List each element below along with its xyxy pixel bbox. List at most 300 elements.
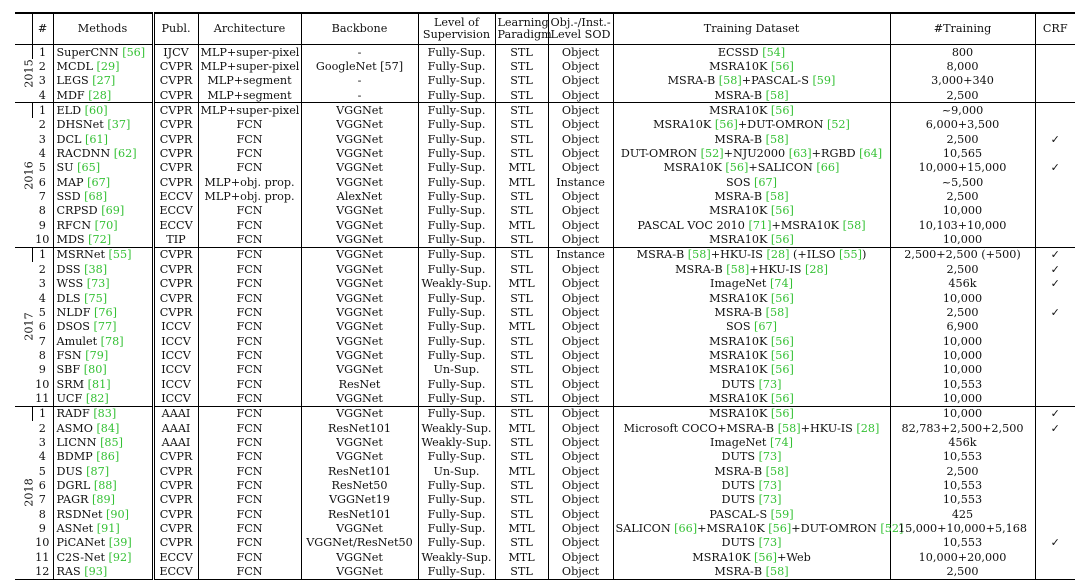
training-count: 82,783+2,500+2,500 <box>890 421 1035 435</box>
supervision: Weakly-Sup. <box>418 550 495 564</box>
table-row <box>15 564 1075 579</box>
learning-paradigm: MTL <box>495 161 548 175</box>
sod-level: Object <box>548 146 613 160</box>
method-name <box>53 478 153 492</box>
method-label: DSS <box>56 262 81 276</box>
method-name <box>53 320 153 334</box>
architecture: FCN <box>198 348 301 362</box>
training-dataset <box>613 334 890 348</box>
sod-level: Object <box>548 74 613 88</box>
crf-check <box>1035 232 1075 247</box>
row-index: 4 <box>38 147 46 161</box>
method-ref: [56] <box>122 45 146 59</box>
architecture: FCN <box>198 291 301 305</box>
method-label: RACDNN <box>56 147 111 161</box>
sod-level: Object <box>548 493 613 507</box>
backbone: VGGNet <box>301 435 418 449</box>
table-row <box>15 363 1075 377</box>
supervision: Weakly-Sup. <box>418 277 495 291</box>
sod-level: Object <box>548 377 613 391</box>
crf-check <box>1035 161 1075 175</box>
table-row <box>15 478 1075 492</box>
crf-check <box>1035 421 1075 435</box>
dataset-part: MSRA-B <box>714 464 766 478</box>
learning-paradigm: STL <box>495 189 548 203</box>
backbone: VGGNet/ResNet50 <box>301 536 418 550</box>
dataset-part: ) <box>862 248 867 262</box>
table-container <box>15 12 1075 580</box>
backbone: VGGNet <box>301 262 418 276</box>
dataset-ref: [56] <box>714 118 738 132</box>
crf-check <box>1035 103 1075 118</box>
table-row <box>15 118 1075 132</box>
architecture: FCN <box>198 478 301 492</box>
method-ref: [84] <box>96 421 120 435</box>
training-count: 10,000 <box>890 391 1035 406</box>
method-name <box>53 232 153 247</box>
publication: CVPR <box>153 478 198 492</box>
table-header <box>15 13 1075 45</box>
method-ref: [70] <box>94 218 118 232</box>
row-index: 3 <box>38 277 46 291</box>
table-row <box>15 132 1075 146</box>
crf-check <box>1035 218 1075 232</box>
row-index: 6 <box>38 175 46 189</box>
learning-paradigm: STL <box>495 507 548 521</box>
row-index: 1 <box>32 406 53 421</box>
supervision: Fully-Sup. <box>418 334 495 348</box>
training-dataset <box>613 363 890 377</box>
method-label: DSOS <box>56 320 90 334</box>
training-dataset <box>613 132 890 146</box>
learning-paradigm: STL <box>495 363 548 377</box>
dataset-part: Microsoft COCO+MSRA-B <box>623 421 778 435</box>
method-ref: [87] <box>86 464 110 478</box>
publication: ECCV <box>153 550 198 564</box>
sod-level: Object <box>548 507 613 521</box>
training-count: 10,000+15,000 <box>890 161 1035 175</box>
supervision: Fully-Sup. <box>418 320 495 334</box>
training-count: 15,000+10,000+5,168 <box>890 521 1035 535</box>
supervision: Un-Sup. <box>418 363 495 377</box>
supervision: Fully-Sup. <box>418 161 495 175</box>
method-ref: [88] <box>93 478 117 492</box>
crf-check <box>1035 262 1075 276</box>
training-dataset <box>613 218 890 232</box>
learning-paradigm: STL <box>495 391 548 406</box>
row-index: 12 <box>35 565 50 579</box>
training-count: 8,000 <box>890 59 1035 73</box>
row-index: 2 <box>38 421 46 435</box>
learning-paradigm: MTL <box>495 175 548 189</box>
dataset-ref: [56] <box>725 161 749 175</box>
check-icon: ✓ <box>1050 407 1060 421</box>
dataset-ref: [58] <box>765 88 789 102</box>
crf-check <box>1035 363 1075 377</box>
backbone: VGGNet <box>301 118 418 132</box>
architecture: FCN <box>198 493 301 507</box>
publication: ICCV <box>153 320 198 334</box>
dataset-ref: [74] <box>769 277 793 291</box>
architecture: FCN <box>198 450 301 464</box>
method-label: RSDNet <box>56 507 103 521</box>
dataset-part: SOS <box>725 320 755 334</box>
dataset-ref: [74] <box>769 435 793 449</box>
architecture: MLP+segment <box>198 88 301 103</box>
dataset-ref: [28] <box>804 262 828 276</box>
sod-level: Object <box>548 161 613 175</box>
supervision: Fully-Sup. <box>418 391 495 406</box>
backbone: VGGNet <box>301 391 418 406</box>
learning-paradigm: MTL <box>495 464 548 478</box>
method-name <box>53 74 153 88</box>
sod-level: Object <box>548 103 613 118</box>
dataset-part: SOS <box>725 175 755 189</box>
training-count: 2,500 <box>890 189 1035 203</box>
method-label: PAGR <box>56 493 89 507</box>
crf-check <box>1035 118 1075 132</box>
sod-level: Object <box>548 536 613 550</box>
backbone: ResNet <box>301 377 418 391</box>
table-row <box>15 550 1075 564</box>
training-dataset <box>613 103 890 118</box>
crf-check <box>1035 277 1075 291</box>
dataset-part: +DUT-OMRON <box>737 118 827 132</box>
method-label: NLDF <box>56 305 91 319</box>
dataset-ref: [56] <box>770 104 794 118</box>
crf-check <box>1035 204 1075 218</box>
backbone: ResNet101 <box>301 464 418 478</box>
learning-paradigm: MTL <box>495 218 548 232</box>
training-dataset <box>613 74 890 88</box>
backbone: VGGNet <box>301 550 418 564</box>
training-dataset <box>613 262 890 276</box>
learning-paradigm: STL <box>495 564 548 579</box>
dataset-part: ImageNet <box>710 277 770 291</box>
dataset-part: MSRA10K <box>663 161 726 175</box>
crf-check <box>1035 507 1075 521</box>
method-name <box>53 363 153 377</box>
dataset-ref: [66] <box>674 522 698 536</box>
sod-level: Object <box>548 88 613 103</box>
dataset-ref: [58] <box>687 248 711 262</box>
architecture: MLP+super-pixel <box>198 45 301 60</box>
method-name <box>53 521 153 535</box>
dataset-part: ImageNet <box>710 435 770 449</box>
sod-level: Object <box>548 348 613 362</box>
method-label: CRPSD <box>56 204 98 218</box>
backbone: VGGNet <box>301 521 418 535</box>
architecture: MLP+obj. prop. <box>198 189 301 203</box>
method-label: MAP <box>56 175 84 189</box>
architecture: FCN <box>198 161 301 175</box>
row-index: 3 <box>38 435 46 449</box>
method-ref: [61] <box>85 132 108 146</box>
method-label: ASNet <box>56 522 94 536</box>
table-row <box>15 435 1075 449</box>
method-ref: [55] <box>108 248 132 262</box>
publication: AAAI <box>153 435 198 449</box>
training-dataset <box>613 391 890 406</box>
dataset-part: MSRA10K <box>709 407 771 421</box>
dataset-part: MSRA10K <box>709 104 771 118</box>
method-name <box>53 377 153 391</box>
architecture: MLP+obj. prop. <box>198 175 301 189</box>
method-name <box>53 291 153 305</box>
architecture: FCN <box>198 521 301 535</box>
dataset-ref: [56] <box>768 522 792 536</box>
learning-paradigm: STL <box>495 435 548 449</box>
publication: CVPR <box>153 493 198 507</box>
dataset-part: MSRA10K <box>709 334 771 348</box>
dataset-part: +DUT-OMRON <box>791 522 881 536</box>
publication: CVPR <box>153 536 198 550</box>
architecture: FCN <box>198 507 301 521</box>
training-count: 2,500 <box>890 305 1035 319</box>
architecture: FCN <box>198 536 301 550</box>
dataset-ref: [73] <box>758 536 782 550</box>
learning-paradigm: STL <box>495 59 548 73</box>
method-name <box>53 493 153 507</box>
method-name <box>53 334 153 348</box>
dataset-ref: [73] <box>758 377 782 391</box>
dataset-ref: [58] <box>726 262 750 276</box>
col-crf: CRF <box>1035 13 1075 45</box>
method-name <box>53 406 153 421</box>
publication: CVPR <box>153 175 198 189</box>
training-count: 10,000 <box>890 232 1035 247</box>
architecture: FCN <box>198 464 301 478</box>
table-row <box>15 262 1075 276</box>
year-label <box>15 247 36 406</box>
training-count: 425 <box>890 507 1035 521</box>
method-name <box>53 564 153 579</box>
training-dataset <box>613 377 890 391</box>
method-label: FSN <box>56 348 82 362</box>
method-ref: [27] <box>92 74 116 88</box>
dataset-part: +HKU-IS <box>710 248 767 262</box>
row-index: 10 <box>35 233 50 247</box>
method-label: DLS <box>56 291 81 305</box>
learning-paradigm: MTL <box>495 550 548 564</box>
backbone: VGGNet <box>301 406 418 421</box>
method-label: LICNN <box>56 435 97 449</box>
year-label <box>15 406 36 579</box>
learning-paradigm: STL <box>495 493 548 507</box>
backbone: - <box>301 45 418 60</box>
training-dataset <box>613 45 890 60</box>
supervision: Fully-Sup. <box>418 478 495 492</box>
supervision: Fully-Sup. <box>418 406 495 421</box>
check-icon: ✓ <box>1050 161 1060 175</box>
architecture: FCN <box>198 406 301 421</box>
row-index: 10 <box>35 536 50 550</box>
publication: ICCV <box>153 334 198 348</box>
table-row <box>15 146 1075 160</box>
table-row <box>15 59 1075 73</box>
supervision: Fully-Sup. <box>418 204 495 218</box>
dataset-part: MSRA10K <box>653 118 715 132</box>
method-label: MSRNet <box>56 248 105 262</box>
sod-level: Object <box>548 204 613 218</box>
learning-paradigm: MTL <box>495 521 548 535</box>
sod-level: Object <box>548 45 613 60</box>
publication: CVPR <box>153 305 198 319</box>
publication: CVPR <box>153 74 198 88</box>
crf-check <box>1035 132 1075 146</box>
training-dataset <box>613 320 890 334</box>
method-label: MDF <box>56 88 85 102</box>
col-year <box>15 13 32 45</box>
col-supervision: Level of Supervision <box>418 13 495 45</box>
row-index: 1 <box>32 45 53 60</box>
publication: IJCV <box>153 45 198 60</box>
publication: CVPR <box>153 277 198 291</box>
learning-paradigm: STL <box>495 262 548 276</box>
year-text: 2017 <box>22 312 36 341</box>
method-ref: [67] <box>87 175 111 189</box>
dataset-part: +RGBD <box>811 147 860 161</box>
sod-level: Object <box>548 464 613 478</box>
row-index: 8 <box>38 507 46 521</box>
row-index: 9 <box>38 218 46 232</box>
supervision: Fully-Sup. <box>418 521 495 535</box>
dataset-ref: [59] <box>770 507 794 521</box>
crf-check <box>1035 146 1075 160</box>
crf-check <box>1035 247 1075 262</box>
dataset-part: SALICON <box>615 522 675 536</box>
publication: CVPR <box>153 247 198 262</box>
dataset-part: +HKU-IS <box>749 262 805 276</box>
supervision: Weakly-Sup. <box>418 421 495 435</box>
dataset-ref: [56] <box>770 407 794 421</box>
training-count: 10,553 <box>890 493 1035 507</box>
architecture: FCN <box>198 305 301 319</box>
training-count: 10,103+10,000 <box>890 218 1035 232</box>
crf-check <box>1035 305 1075 319</box>
backbone: ResNet101 <box>301 507 418 521</box>
method-ref: [77] <box>93 320 117 334</box>
method-label: DUS <box>56 464 83 478</box>
publication: ICCV <box>153 363 198 377</box>
learning-paradigm: STL <box>495 291 548 305</box>
training-count: 3,000+340 <box>890 74 1035 88</box>
training-dataset <box>613 146 890 160</box>
learning-paradigm: STL <box>495 204 548 218</box>
publication: CVPR <box>153 59 198 73</box>
method-name <box>53 450 153 464</box>
training-count: ~5,500 <box>890 175 1035 189</box>
table-row <box>15 232 1075 247</box>
year-text: 2015 <box>22 59 36 88</box>
method-name <box>53 132 153 146</box>
publication: TIP <box>153 232 198 247</box>
dataset-part: PASCAL VOC 2010 <box>637 218 749 232</box>
sod-level: Object <box>548 421 613 435</box>
method-label: DCL <box>56 132 82 146</box>
publication: AAAI <box>153 421 198 435</box>
method-label: LEGS <box>56 74 89 88</box>
training-count: 2,500 <box>890 262 1035 276</box>
crf-check <box>1035 348 1075 362</box>
backbone: VGGNet <box>301 218 418 232</box>
method-label: SBF <box>56 363 81 377</box>
method-name <box>53 118 153 132</box>
dataset-part: ECSSD <box>717 45 763 59</box>
learning-paradigm: STL <box>495 74 548 88</box>
supervision: Fully-Sup. <box>418 218 495 232</box>
row-index: 6 <box>38 478 46 492</box>
architecture: MLP+super-pixel <box>198 103 301 118</box>
dataset-part: MSRA-B <box>675 262 727 276</box>
learning-paradigm: STL <box>495 45 548 60</box>
dataset-part: MSRA-B <box>667 74 719 88</box>
table-row <box>15 391 1075 406</box>
training-dataset <box>613 550 890 564</box>
crf-check <box>1035 478 1075 492</box>
row-index: 11 <box>35 391 50 405</box>
sod-level: Object <box>548 435 613 449</box>
crf-check <box>1035 493 1075 507</box>
training-count: 800 <box>890 45 1035 60</box>
publication: CVPR <box>153 464 198 478</box>
method-ref: [60] <box>84 104 108 118</box>
backbone: ResNet101 <box>301 421 418 435</box>
training-count: ~9,000 <box>890 103 1035 118</box>
architecture: FCN <box>198 550 301 564</box>
method-ref: [62] <box>113 147 137 161</box>
sod-level: Object <box>548 232 613 247</box>
training-dataset <box>613 464 890 478</box>
training-count: 6,000+3,500 <box>890 118 1035 132</box>
crf-check <box>1035 391 1075 406</box>
method-name <box>53 435 153 449</box>
row-index: 2 <box>38 118 46 132</box>
training-dataset <box>613 450 890 464</box>
row-index: 3 <box>38 132 46 146</box>
architecture: FCN <box>198 391 301 406</box>
method-name <box>53 45 153 60</box>
backbone: - <box>301 88 418 103</box>
row-index: 4 <box>38 291 46 305</box>
training-count: 2,500 <box>890 88 1035 103</box>
col-level: Obj.-/Inst.- Level SOD <box>548 13 613 45</box>
training-dataset <box>613 435 890 449</box>
method-ref: [73] <box>86 277 110 291</box>
dataset-part: MSRA-B <box>714 305 766 319</box>
crf-check <box>1035 59 1075 73</box>
dataset-part: MSRA10K <box>709 363 771 377</box>
dataset-ref: [56] <box>770 348 794 362</box>
crf-check <box>1035 521 1075 535</box>
row-index: 2 <box>38 262 46 276</box>
training-dataset <box>613 507 890 521</box>
dataset-part: MSRA10K <box>709 291 771 305</box>
dataset-ref: [58] <box>777 421 801 435</box>
architecture: FCN <box>198 564 301 579</box>
architecture: MLP+segment <box>198 74 301 88</box>
method-ref: [65] <box>77 161 101 175</box>
check-icon: ✓ <box>1050 277 1060 291</box>
crf-check <box>1035 435 1075 449</box>
dataset-part: MSRA10K <box>709 233 771 247</box>
dataset-part: PASCAL-S <box>709 507 771 521</box>
method-ref: [90] <box>106 507 129 521</box>
method-ref: [92] <box>108 550 132 564</box>
training-dataset <box>613 421 890 435</box>
dataset-ref: [56] <box>770 60 794 74</box>
method-name <box>53 218 153 232</box>
